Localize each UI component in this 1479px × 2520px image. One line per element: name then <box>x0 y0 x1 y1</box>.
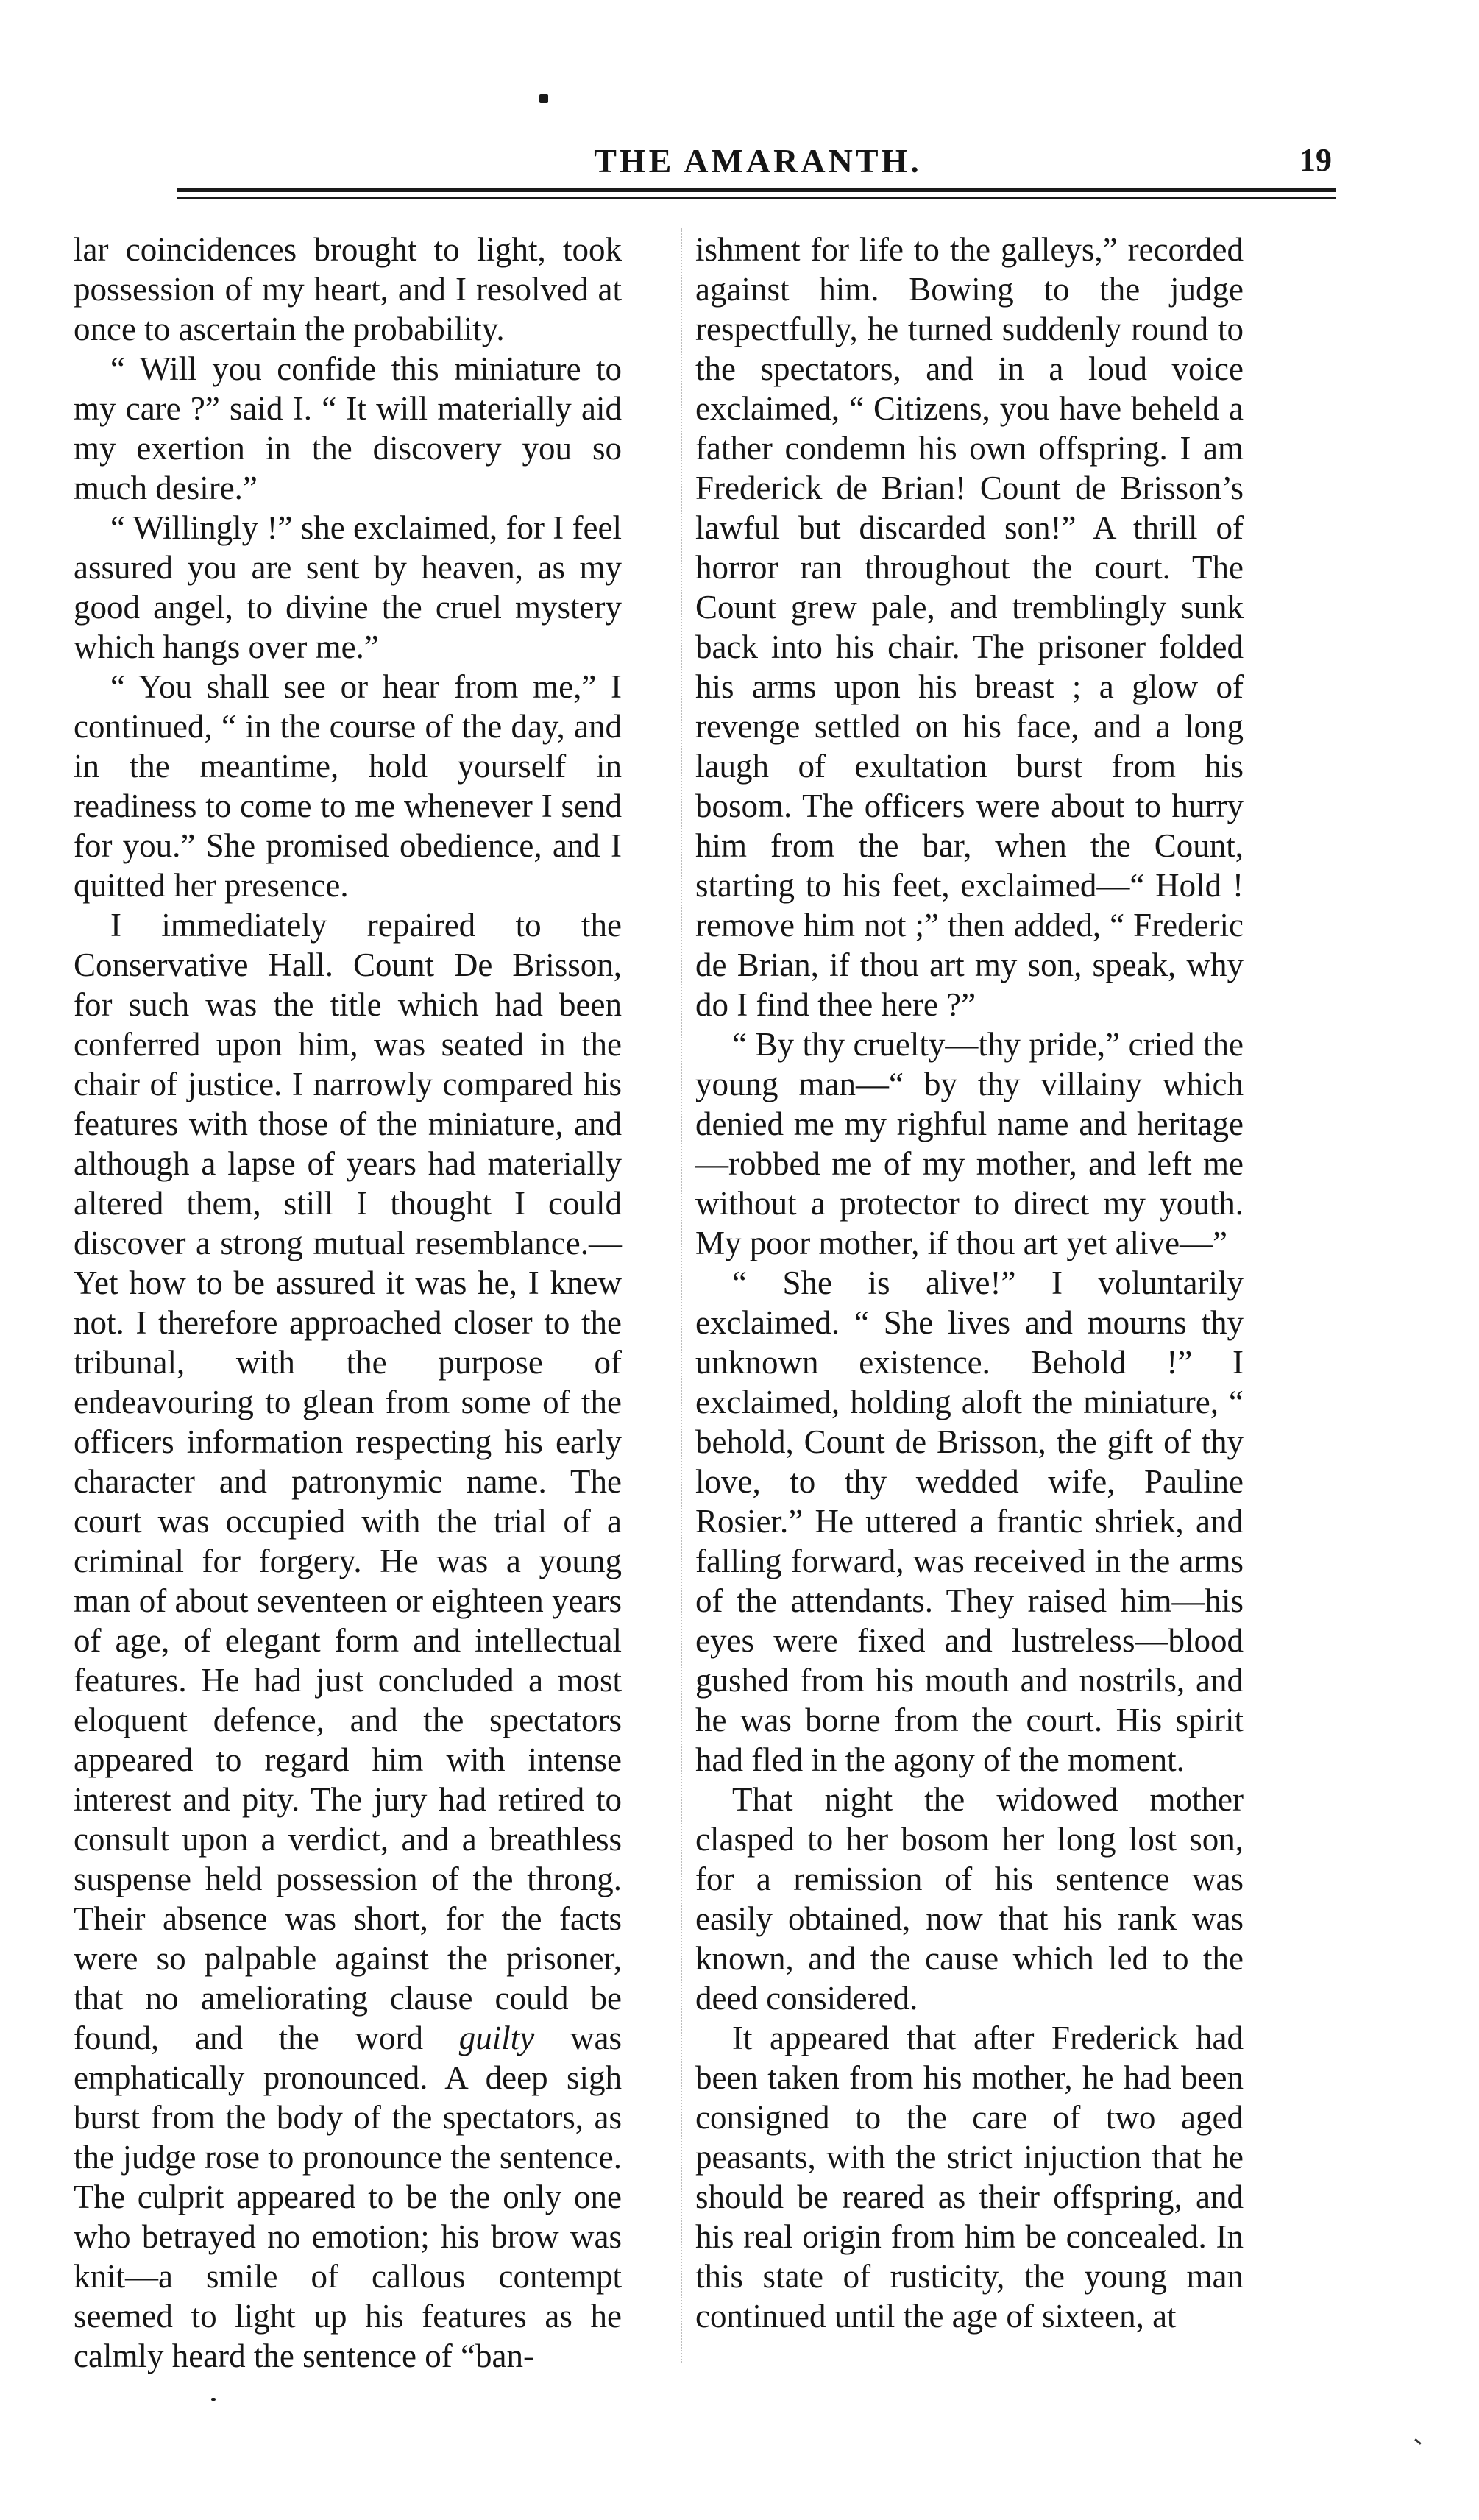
bottom-ink-mark <box>211 2398 216 2401</box>
paragraph: “ Willingly !” she exclaimed, for I feel assured you are sent by heaven, as my good angel, to divine the cruel mystery which hangs over me.” <box>74 509 622 665</box>
paragraph: It appeared that after Frederick had been taken from his mother, he had been consigned to the care of two aged peasants, with the strict injuction that he should be reared as their offspring, and his real origin from him be concealed. In this state of rusticity, the young man continued until the age of sixteen, at <box>695 2020 1244 2335</box>
paragraph: That night the widowed mother clasped to her bosom her long lost son, for a remission of his sentence was easily obtained, now that his rank was known, and the cause which led to the deed considered. <box>695 1781 1244 2017</box>
running-title: THE AMARANTH. <box>594 142 922 180</box>
right-column <box>695 230 1244 2336</box>
paragraph: “ She is alive!” I voluntarily exclaimed. “ She lives and mourns thy unknown existence. Behold !” I exclaimed, holding aloft the miniature, “ behold, Count de Brisson, the gift of thy love, to thy wedded wife, Pauline Rosier.” He uttered a frantic shriek, and falling forward, was received in the arms of the attendants. They raised him—his eyes were fixed and lustreless—blood gushed from his mouth and nostrils, and he was borne from the court. His spirit had fled in the agony of the moment. <box>695 1264 1244 1778</box>
top-ink-mark <box>539 94 548 103</box>
column-divider <box>681 228 683 2362</box>
header-rule-thin <box>177 197 1336 199</box>
paragraph: “ You shall see or hear from me,” I continued, “ in the course of the day, and in the meantime, hold yourself in readiness to come to me whenever I send for you.” She promised obedience, and I quitted her presence. <box>74 668 622 904</box>
left-column <box>74 230 622 2376</box>
paragraph-text: I immediately repaired to the Conservative Hall. Count De Brisson, for such was the title which had been conferred upon him, was seated in the chair of justice. I narrowly compared his features with those of the miniature, and although a lapse of years had materially altered them, still I thought I could discover a strong mutual resemblance.—Yet how to be assured it was he, I knew not. I therefore approached closer to the tribunal, with the purpose of endeavouring to glean from some of the officers information respecting his early character and patronymic name. The court was occupied with the trial of a criminal for forgery. He was a young man of about seventeen or eighteen years of age, of elegant form and intellectual features. He had just concluded a most eloquent defence, and the spectators appeared to regard him with intense interest and pity. The jury had retired to consult upon a verdict, and a breathless suspense held possession of the throng. Their absence was short, for the facts were so palpable against the prisoner, that no ameliorating clause could be found, and the word <box>74 907 622 2056</box>
italic-word: guilty <box>458 2020 535 2056</box>
paragraph: “ By thy cruelty—thy pride,” cried the young man—“ by thy villainy which denied me my righful name and heritage—robbed me of my mother, and left me without a protector to direct my youth. My poor mother, if thou art yet alive—” <box>695 1026 1244 1261</box>
header-rule-thick <box>177 188 1336 192</box>
paragraph: “ Will you confide this miniature to my care ?” said I. “ It will materially aid my exertion in the discovery you so much desire.” <box>74 350 622 506</box>
paragraph: lar coincidences brought to light, took possession of my heart, and I resolved at once to ascertain the probability. <box>74 231 622 347</box>
corner-ink-mark <box>1414 2438 1422 2445</box>
page-number: 19 <box>1299 142 1332 178</box>
paragraph: ishment for life to the galleys,” recorded against him. Bowing to the judge respectfully, he turned suddenly round to the spectators, and in a loud voice exclaimed, “ Citizens, you have beheld a father condemn his own offspring. I am Frederick de Brian! Count de Brisson’s lawful but discarded son!” A thrill of horror ran throughout the court. The Count grew pale, and tremblingly sunk back into his chair. The prisoner folded his arms upon his breast ; a glow of revenge settled on his face, and a long laugh of exultation burst from his bosom. The officers were about to hurry him from the bar, when the Count, starting to his feet, exclaimed—“ Hold ! remove him not ;” then added, “ Frederic de Brian, if thou art my son, speak, why do I find thee here ?” <box>695 231 1244 1023</box>
paragraph-text: was emphatically pronounced. A deep sigh burst from the body of the spectators, as the judge rose to pronounce the sentence. The culprit appeared to be the only one who betrayed no emotion; his brow was knit—a smile of callous contempt seemed to light up his features as he calmly heard the sentence of “ban- <box>74 2020 623 2374</box>
paragraph-trial <box>74 905 622 2376</box>
page-header <box>184 141 1332 185</box>
